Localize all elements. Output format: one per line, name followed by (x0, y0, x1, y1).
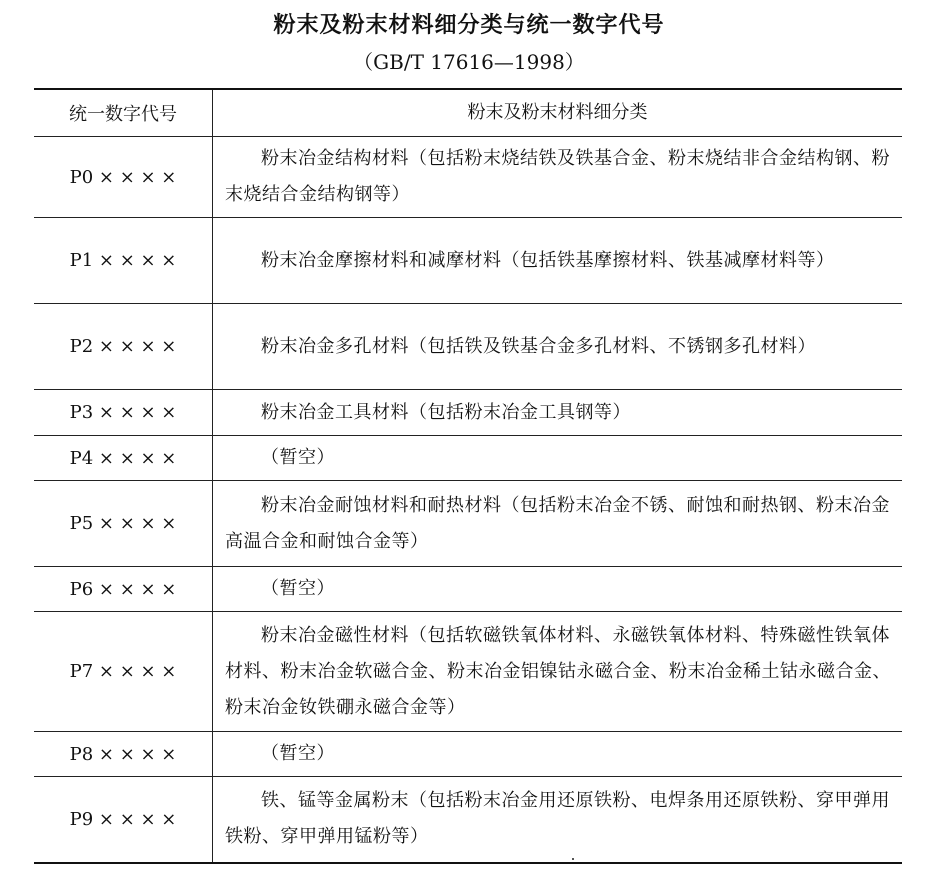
row-description: 粉末冶金多孔材料（包括铁及铁基合金多孔材料、不锈钢多孔材料） (261, 335, 816, 357)
row-description: （暂空） (261, 447, 335, 468)
table-row (34, 218, 902, 304)
row-code: P9 × × × × (34, 777, 213, 863)
row-description: 粉末冶金磁性材料（包括软磁铁氧体材料、永磁铁氧体材料、特殊磁性铁氧体材料、粉末冶金软磁合金、粉末冶金铝镍钴永磁合金、粉末冶金稀土钴永磁合金、粉末冶金钕铁硼永磁合金等） (225, 624, 891, 718)
row-description: 粉末冶金耐蚀材料和耐热材料（包括粉末冶金不锈、耐蚀和耐热钢、粉末冶金高温合金和耐蚀合金等） (225, 494, 890, 552)
row-code: P2 × × × × (34, 304, 213, 390)
row-description: 粉末冶金摩擦材料和减摩材料（包括铁基摩擦材料、铁基减摩材料等） (261, 249, 835, 271)
row-code: P5 × × × × (34, 481, 213, 567)
table-row (34, 137, 902, 218)
row-description: 铁、锰等金属粉末（包括粉末冶金用还原铁粉、电焊条用还原铁粉、穿甲弹用铁粉、穿甲弹用锰粉等） (225, 790, 890, 848)
classification-table (34, 88, 902, 864)
document-subtitle: （GB/T 17616—1998） (353, 50, 585, 74)
header-code: 统一数字代号 (34, 89, 213, 137)
header-description: 粉末及粉末材料细分类 (213, 89, 903, 137)
scan-speck (572, 858, 574, 860)
row-code: P8 × × × × (34, 732, 213, 777)
row-description: （暂空） (261, 743, 335, 764)
table-row (34, 304, 902, 390)
row-code: P3 × × × × (34, 390, 213, 436)
row-code: P6 × × × × (34, 567, 213, 612)
document-title: 粉末及粉末材料细分类与统一数字代号 (273, 12, 665, 38)
row-code: P0 × × × × (34, 137, 213, 218)
row-description: 粉末冶金工具材料（包括粉末冶金工具钢等） (261, 401, 631, 423)
row-description: 粉末冶金结构材料（包括粉末烧结铁及铁基合金、粉末烧结非合金结构钢、粉末烧结合金结构钢等） (225, 148, 890, 205)
row-code: P4 × × × × (34, 436, 213, 481)
table-row (34, 481, 902, 567)
table-row (34, 436, 902, 481)
table-row (34, 612, 902, 732)
table-row (34, 390, 902, 436)
row-description: （暂空） (261, 578, 335, 599)
table-row (34, 732, 902, 777)
row-code: P1 × × × × (34, 218, 213, 304)
table-row (34, 777, 902, 863)
table-header-row (34, 89, 902, 137)
table-row (34, 567, 902, 612)
row-code: P7 × × × × (34, 612, 213, 732)
